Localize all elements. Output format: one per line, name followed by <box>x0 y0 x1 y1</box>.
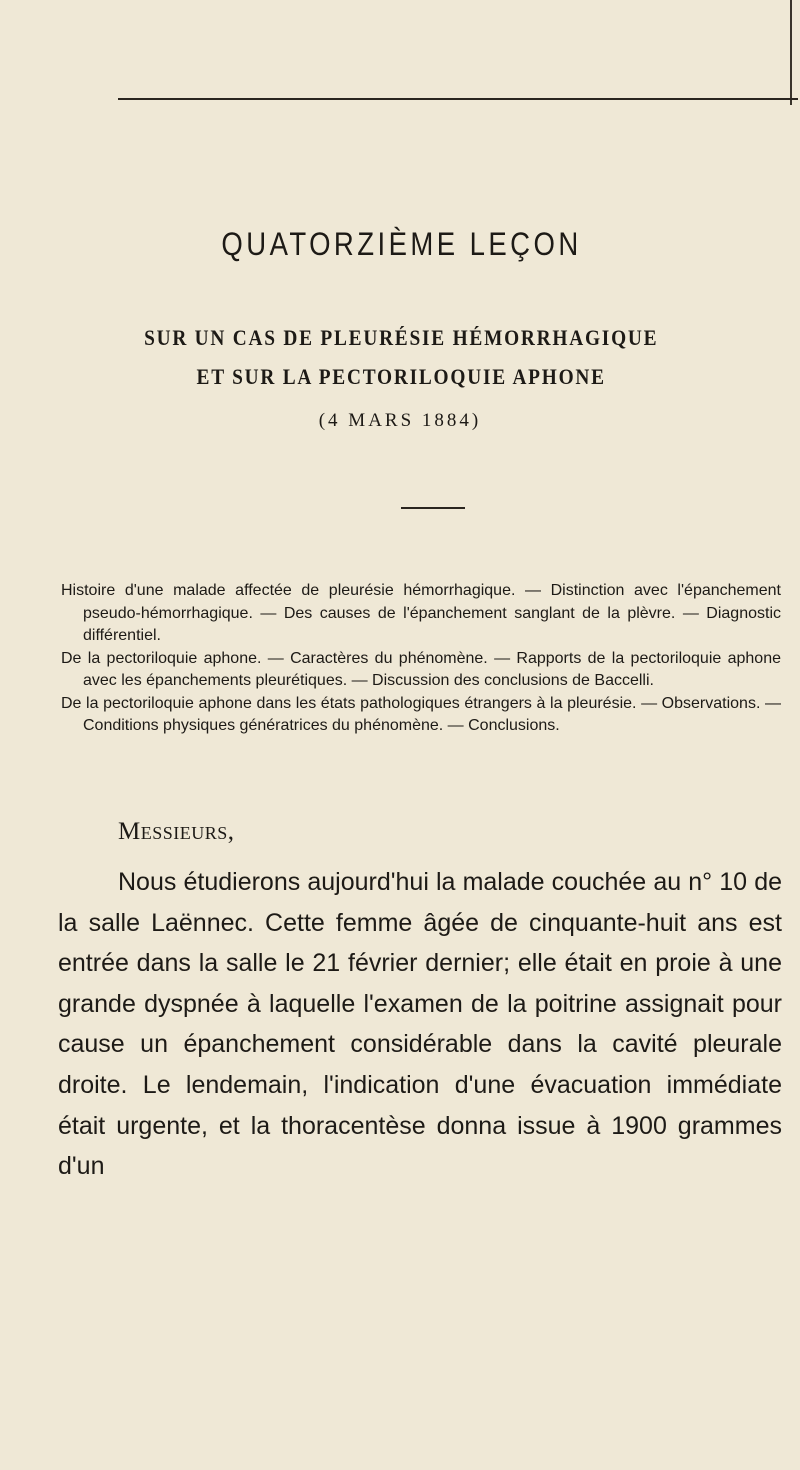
summary-paragraph: De la pectoriloquie aphone dans les états pathologiques étrangers à la pleurésie. — Observations. — Conditions physiques génératrices du phénomène. — Conclusions. <box>61 694 781 734</box>
body-paragraph <box>58 862 782 1187</box>
summary-paragraph: De la pectoriloquie aphone. — Caractères du phénomène. — Rapports de la pectoriloquie aphone avec les épanchements pleurétiques. — Discussion des conclusions de Baccelli. <box>61 649 781 689</box>
lesson-date: (4 MARS 1884) <box>318 410 482 431</box>
lesson-subtitle-line-2: ET SUR LA PECTORILOQUIE APHONE <box>196 364 606 389</box>
body-paragraph-text: Nous étudierons aujourd'hui la malade couchée au n° 10 de la salle Laënnec. Cette femme âgée de cinquante-huit ans est entrée dans la salle le 21 février dernier; elle était en proie à une grande dyspnée à laquelle l'examen de la poitrine assignait pour cause un épanchement considérable dans la cavité pleurale droite. Le lendemain, l'indication d'une évacuation immédiate était urgente, et la thoracentèse donna issue à 1900 grammes d'un <box>58 868 782 1181</box>
lesson-subtitle-line-1: SUR UN CAS DE PLEURÉSIE HÉMORRHAGIQUE <box>144 325 659 350</box>
header-rule <box>118 98 798 100</box>
section-divider <box>401 507 465 509</box>
summary-paragraph: Histoire d'une malade affectée de pleurésie hémorrhagique. — Distinction avec l'épanchement pseudo-hémorrhagique. — Des causes de l'épanchement sanglant de la plèvre. — Diagnostic différentiel. <box>61 582 781 644</box>
page-edge-line <box>790 0 792 105</box>
chapter-summary <box>61 580 781 738</box>
salutation: Messieurs, <box>118 818 235 845</box>
lesson-title: QUATORZIÈME LEÇON <box>221 226 582 262</box>
